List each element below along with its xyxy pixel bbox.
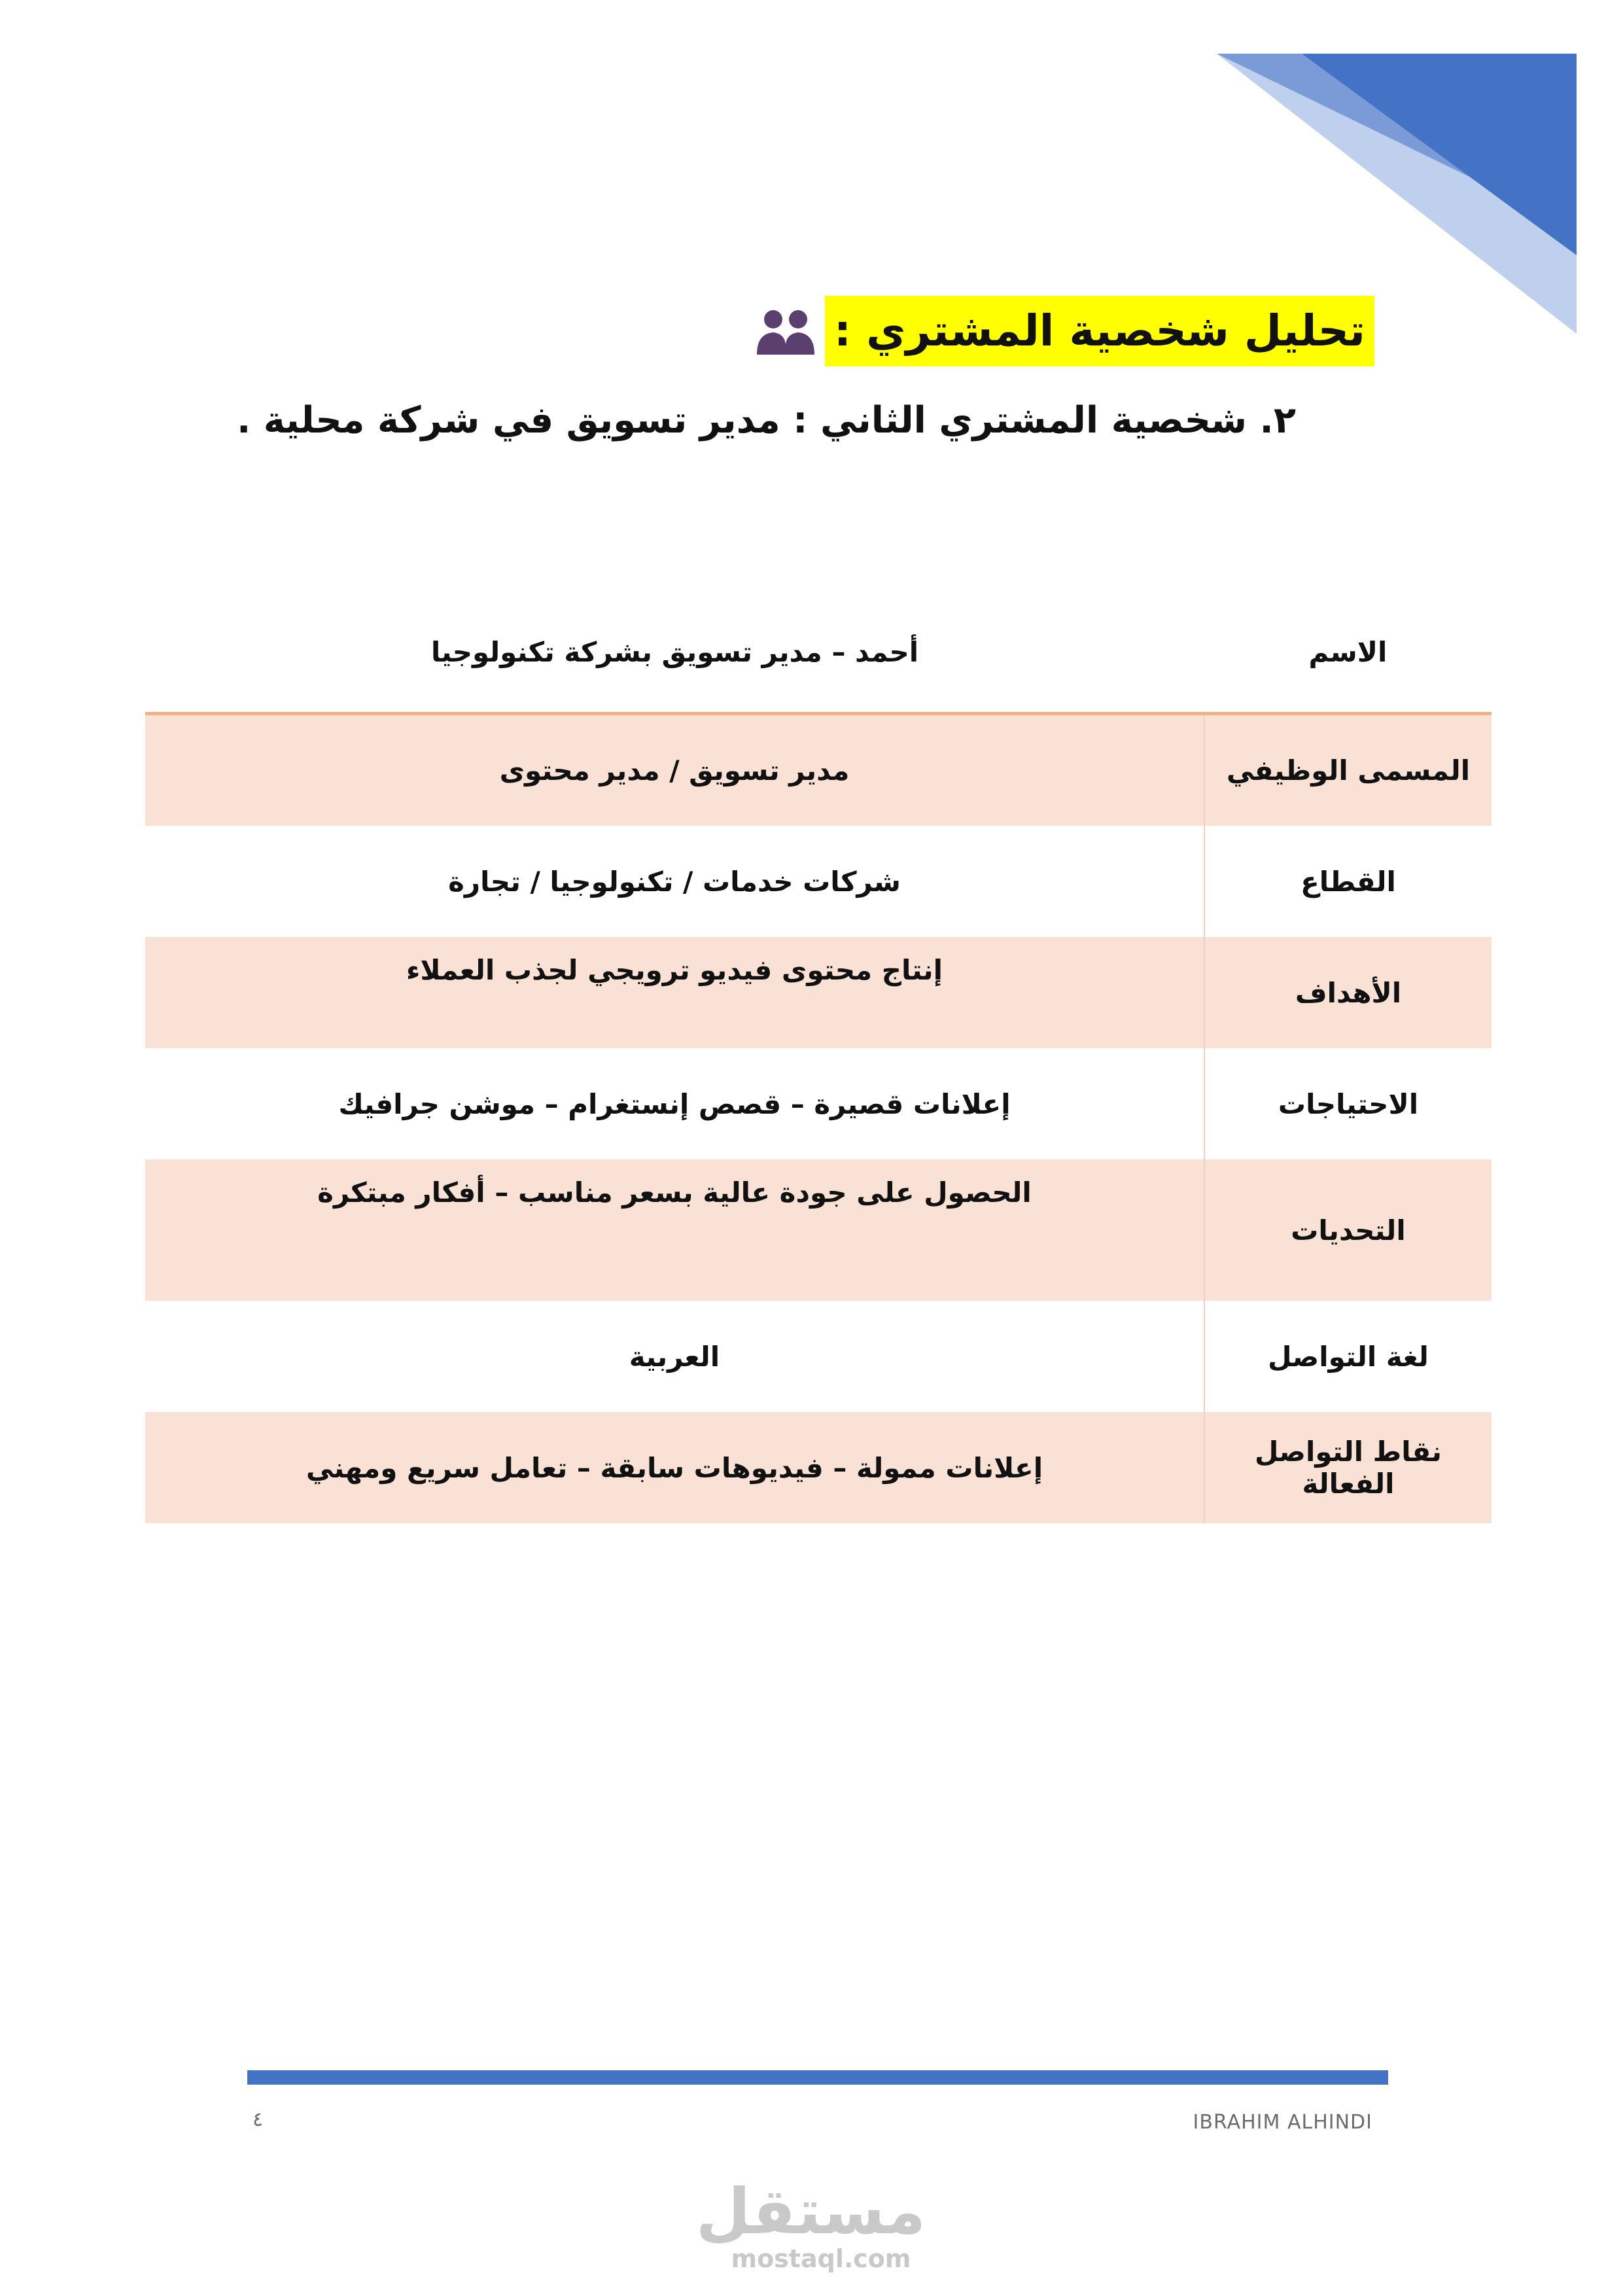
watermark — [695, 2175, 926, 2273]
people-icon — [756, 305, 816, 357]
table-row — [145, 1048, 1492, 1159]
row-value: أحمد – مدير تسويق بشركة تكنولوجيا — [430, 636, 919, 668]
row-label: المسمى الوظيفي — [1204, 713, 1492, 826]
table-row — [145, 609, 1492, 713]
table-row — [145, 1301, 1492, 1412]
table-row — [145, 826, 1492, 937]
table-row — [145, 1412, 1492, 1523]
page-title: تحليل شخصية المشتري : — [825, 296, 1374, 366]
row-label: الاحتياجات — [1204, 1048, 1492, 1159]
footer-author: IBRAHIM ALHINDI — [1193, 2111, 1372, 2134]
row-label: الاسم — [1308, 636, 1387, 668]
watermark-logo-text: مستقل — [695, 2175, 926, 2248]
row-value: شركات خدمات / تكنولوجيا / تجارة — [448, 865, 901, 898]
row-label: لغة التواصل — [1204, 1301, 1492, 1412]
row-label: الأهداف — [1204, 937, 1492, 1048]
table-row — [145, 937, 1492, 1048]
persona-table — [145, 609, 1492, 1523]
table-row — [145, 713, 1492, 826]
row-value: إنتاج محتوى فيديو ترويجي لجذب العملاء — [145, 937, 1204, 1048]
row-label: القطاع — [1204, 826, 1492, 937]
table-row — [145, 1159, 1492, 1301]
row-label: نقاط التواصل الفعالة — [1204, 1412, 1492, 1523]
row-value: إعلانات ممولة – فيديوهات سابقة – تعامل سريع ومهني — [145, 1412, 1204, 1523]
row-value: مدير تسويق / مدير محتوى — [145, 713, 1204, 826]
persona-subtitle: ٢. شخصية المشتري الثاني : مدير تسويق في شركة محلية . — [236, 399, 1296, 442]
row-value: إعلانات قصيرة – قصص إنستغرام – موشن جرافيك — [338, 1087, 1011, 1120]
row-value: الحصول على جودة عالية بسعر مناسب – أفكار مبتكرة — [145, 1159, 1204, 1301]
row-value: العربية — [629, 1340, 720, 1373]
row-label: التحديات — [1204, 1159, 1492, 1301]
page-number: ٤ — [253, 2108, 264, 2131]
section-heading — [756, 296, 1374, 366]
watermark-url: mostaql.com — [731, 2244, 911, 2273]
footer-divider — [247, 2070, 1388, 2085]
